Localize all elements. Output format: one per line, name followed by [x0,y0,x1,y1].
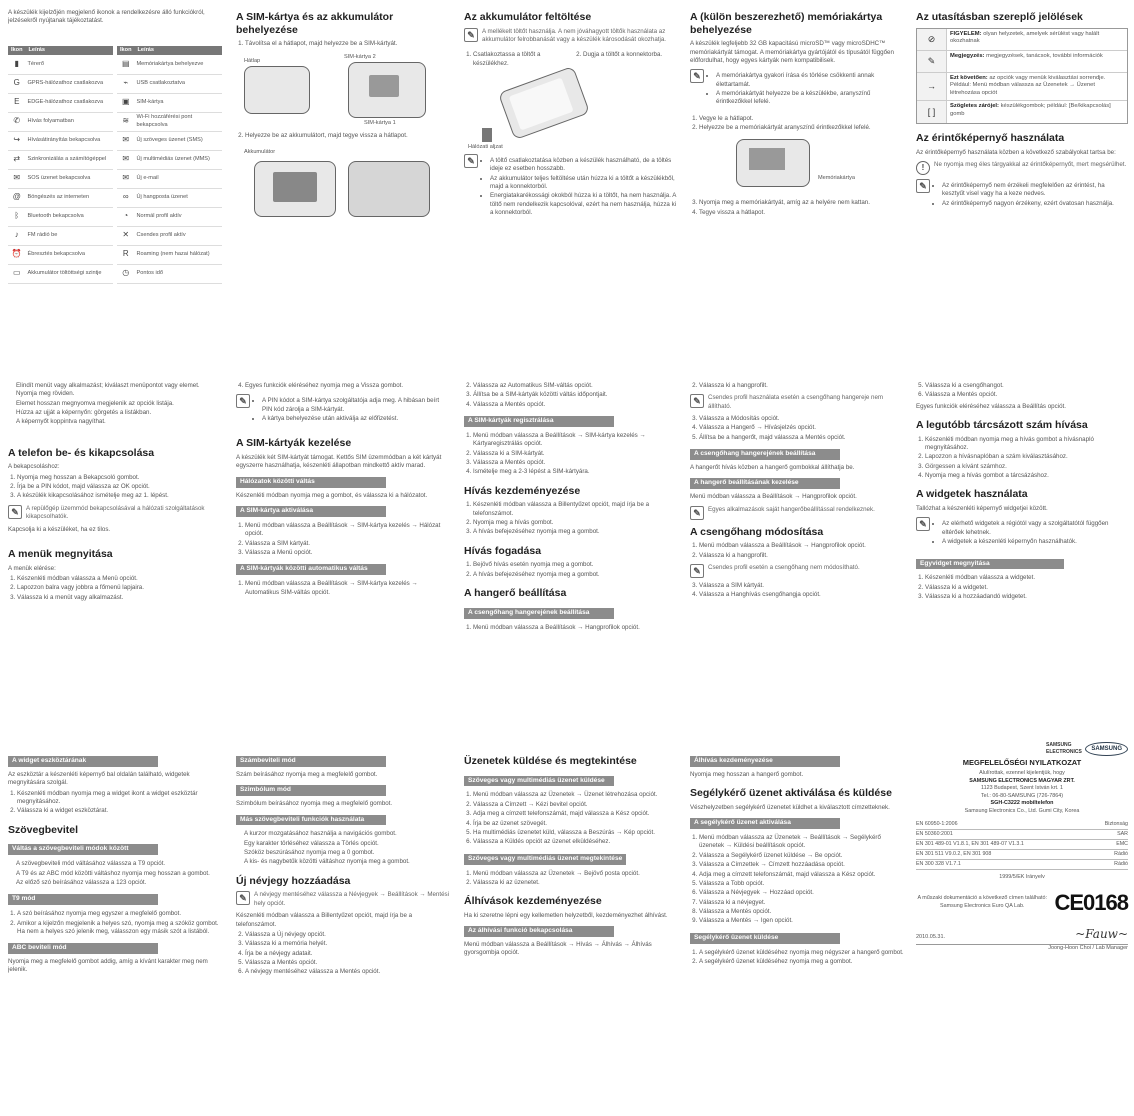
symbols-table [916,28,1128,124]
back-cover-label: Hátlap [244,57,261,64]
phone-back-illustration [244,66,310,114]
samsung-logo: SAMSUNG [1085,742,1128,756]
sim-insert-column: A SIM-kártya és az akkumulátor behelyezése 1. Távolítsa el a hátlapot, majd helyezze be a SIM-kártyát. Hátlap SIM-kártya 2 SIM-kártya 1 2. Helyezze be az akkumulátort, majd tegye vissza a hátlapot. Akkumulátor [236,8,450,237]
table-row: → Ezt követően: az opciók vagy menük kiválasztási sorrendje. Például: Menü módban válassza az Üzenetek → Üzenet létrehozása opciót [917,73,1127,101]
contacts-column: Számbeviteli mód Szám beírásához nyomja meg a megfelelő gombot. Szimbólum mód Szimbólum beírásához nyomja meg a megfelelő gombot. Más szövegbeviteli funkciók használata • A kurzor mozgatásához használja a navigációs gombot. • Egy karakter törléséhez válassza a Törlés opciót. • Szóköz beszúrásához nyomja meg a 0 gombot. • A kis- és nagybetűk közötti váltáshoz nyomja meg a gombot. Új névjegy hozzáadása ✎ A névjegy mentéséhez válassza a Névjegyek → Beállítások → Mentési hely opciót. Készenléti módban válassza a Billentyűzet opciót, majd írja be a telefonszámot. 2. Válassza a Új névjegy opciót. 3. Válassza ki a memória helyét. 4. Írja be a névjegy adatait. 5. Válassza a Mentés opciót. 6. A névjegy mentéséhez válassza a Mentés opciót. [236,752,450,980]
section-title: A menük megnyitása [8,547,113,560]
note-icon: ✎ [8,505,22,519]
subsection-bar: A SIM-kártya aktiválása [236,506,386,517]
table-row: ✉ Új szöveges üzenet (SMS) [117,131,222,150]
table-row: ✉ Új multimédiás üzenet (MMS) [117,150,222,169]
time-icon: ◷ [117,264,135,283]
phone-open-illustration [348,62,426,118]
messages-column: Üzenetek küldése és megtekintése Szöveges vagy multimédiás üzenet küldése 1. Menü módban válassza az Üzenetek → Üzenet létrehozása opciót. 2. Válassza a Címzett → Kézi bevitel opciót. 3. Adja meg a címzett telefonszámát, majd válassza a Kész opciót. 4. Írja be az üzenet szövegét. 5. Ha multimédiás üzenetet küld, válassza a Beszúrás → Kép opciót. 6. Válassza a Küldés opciót az üzenet elküldéséhez. Szöveges vagy multimédiás üzenet megtekintése 1. Menü módban válassza az Üzenetek → Bejövő posta opciót. 2. Válassza ki az üzenetet. Álhívások kezdeményezése Ha ki szeretne lépni egy kellemetlen helyzetből, kezdeményezhet álhívást. Az álhívási funkció bekapcsolása Menü módban válassza a Beállítások → Hívás → Álhívás → Álhívás gyorsgombja opciót. [464,752,678,960]
table-row: ▭ Akkumulátor töltöttségi szintje [8,264,113,283]
ce-mark: CE0168 [1054,889,1128,915]
note-icon: ✎ [464,154,478,168]
subsection-bar: Számbeviteli mód [236,756,386,767]
table-row: ↪ Hívásátirányítás bekapcsolva [8,131,113,150]
note-icon: ✎ [916,517,930,531]
sim2-label: SIM-kártya 2 [344,53,376,60]
note-icon: ✎ [464,28,478,42]
table-row: ▮ Térerő [8,55,113,74]
table-row: ⇄ Szinkronizálás a számítógéppel [8,150,113,169]
memory-column: A (külön beszerezhető) memóriakártya behelyezése A készülék legfeljebb 32 GB kapacitású microSD™ vagy microSDHC™ memóriakártyát támogat. A memóriakártya gyártójától és típusától függően előfordulhat, hogy egyes kártyák nem kompatibilisek. ✎ • A memóriakártya gyakori írása és törlése csökkenti annak élettartamát. • A memóriakártyát helyezze be a készülékbe, aranyszínű érintkezőkkel lefelé. 1. Vegye le a hátlapot. 2. Helyezze be a memóriakártyát aranyszínű érintkezőkkel lefelé. Memóriakártya 3. Nyomja meg a memóriakártyát, amíg az a helyére nem kattan. 4. Tegye vissza a hátlapot. [690,8,904,220]
gprs-icon: G [8,74,26,93]
subsection-bar: Hálózatok közötti váltás [236,477,386,488]
bracket-icon: [ ] [917,101,947,123]
table-row: ✉ SOS üzenet bekapcsolva [8,169,113,188]
note-icon: ✎ [916,179,930,193]
table-row: ✎ Megjegyzés: megjegyzések, tanácsok, további információk [917,51,1127,73]
section-title: Hívás fogadása [464,544,542,557]
list-item: EN 301 511 V9.0.2, EN 301 908 Rádió [916,850,1128,860]
sim1-label: SIM-kártya 1 [364,119,396,126]
section-title: A (külön beszerezhető) memóriakártya behelyezése [690,11,883,36]
memory-icon: ▤ [117,55,135,74]
table-row: ✆ Hívás folyamatban [8,112,113,131]
memcard-label: Memóriakártya [818,175,855,182]
standards-list [916,820,1128,871]
widgets-column: 5. Válassza ki a csengőhangot. 6. Válassza a Mentés opciót. Egyes funkciók eléréséhez válassza a Beállítás opciót. A legutóbb tárcsázott szám hívása 1. Készenléti módban nyomja meg a hívás gombot a hívásnapló megnyitásához. 2. Lapozzon a hívásnaplóban a szám kiválasztásához. 3. Görgessen a kívánt számhoz. 4. Nyomja meg a hívás gombot a tárcsázáshoz. A widgetek használata Tallózhat a készenléti képernyő widgetjei között. ✎ • Az elérhető widgetek a régiótól vagy a szolgáltatótól függően eltérőek lehetnek. • A widgetek a készenléti képernyőn használhatók. Egyvidget megnyitása 1. Készenléti módban válassza a widgetet. 2. Válassza ki a widgetet. 3. Válassza ki a hozzáadandó widgetet. [916,380,1128,604]
table-row: [ ] Szögletes zárójel: készülékgombok; például: [Be/kikapcsolás] gomb [917,101,1127,123]
subsection-bar: Szöveges vagy multimédiás üzenet küldése [464,776,614,787]
table-header: Ikon [8,46,26,56]
intro-text: A készülék kijelzőjén megjelenő ikonok a rendelkezésre álló funkciókról, jelzésekről nyújtanak tájékoztatást. [8,9,205,25]
table-row: ✕ Csendes profil aktív [117,226,222,245]
mms-icon: ✉ [117,150,135,169]
warning-icon: ⊘ [917,29,947,50]
subsection-bar: A csengőhang hangerejének beállítása [690,449,840,460]
table-row: ✉ Új e-mail [117,169,222,188]
subsection-bar: ABC beviteli mód [8,943,158,954]
table-row: ⏰ Ébresztés bekapcsolva [8,245,113,264]
section-title: Üzenetek küldése és megtekintése [464,755,637,767]
charge-column: Az akkumulátor feltöltése ✎ A mellékelt töltőt használja. A nem jóváhagyott töltők használata az akkumulátor felrobbanását vagy a készülék károsodását okozhatja. 1. Csatlakoztassa a töltőt a készülékhez. 2. Dugja a töltőt a konnektorba. Hálózati aljzat ✎ • A töltő csatlakoztatása közben a készülék használható, de a töltés ideje ez esetben hosszabb. • Az akkumulátor teljes feltöltése után húzza ki a töltőt a készülékből, majd a konnektorból. • Energiatakarékossági okokból húzza ki a töltőt, ha nem használja. A töltő nem rendelkezik kapcsolóval, ezért ha nem használja, húzza ki a konnektorból. [464,8,678,226]
sos-icon: ✉ [8,169,26,188]
subsection-bar: A csengőhang hangerejének beállítása [464,608,614,619]
declaration-of-conformity: SAMSUNG ELECTRONICS SAMSUNG MEGFELELŐSÉGI NYILATKOZAT Alulírottak, ezennel kijelentjük, hogy SAMSUNG ELECTRONICS MAGYAR ZRT. 1123 Budapest, Szent István krt. 1 Tel.: 06-80-SAMSUNG (726-7864) SGH-C3222 mobiltelefon Samsung Electronics Co., Ltd. Gumi City, Korea EN 60950-1:2006 Biztonság EN 50360:2001 SAR EN 301 489-01 V1.8.1, EN 301 489-07 V1.3.1 EMC EN 301 511 V9.0.2, EN 301 908 Rádió EN 300 328 V1.7.1 Rádió 1999/5/EK Irányelv A műszaki dokumentáció a következő címen található: Samsung Electronics Euro QA Lab. CE0168 2010.05.31. ~Fauw~ Joong-Hoon Choi / Lab Manager [916,742,1128,951]
subsection-bar: A SIM-kártyák regisztrálása [464,416,614,427]
charger-illustration [464,72,678,150]
section-title: A SIM-kártyák kezelése [236,437,352,450]
note-icon: ✎ [236,394,250,408]
sim-manage-column: 4. Egyes funkciók eléréséhez nyomja meg a Vissza gombot. ✎ • A PIN kódot a SIM-kártya szolgáltatója adja meg. A hibásan beírt PIN kód zárolja a SIM-kártyát. • A kártya behelyezése után aktiválja az előfizetést. A SIM-kártyák kezelése A készülék két SIM-kártyát támogat. Kettős SIM üzemmódban a két kártyát egyszerre használhatja, készenléti állapotban mindkettő aktív marad. Hálózatok közötti váltás Készenléti módban nyomja meg a gombot, és válassza ki a hálózatot. A SIM-kártya aktiválása 1. Menü módban válassza a Beállítások → SIM-kártya kezelés → Hálózat opciót. 2. Válassza a SIM kártyát. 3. Válassza a Menü opciót. A SIM-kártyák közötti automatikus váltás 1. Menü módban válassza a Beállítások → SIM-kártya kezelés → Automatikus SIM-váltás opciót. [236,380,450,600]
icon-table-left [8,46,113,284]
note-icon: ✎ [690,69,704,83]
list-item: EN 60950-1:2006 Biztonság [916,820,1128,830]
table-header: Ikon [117,46,135,56]
section-title: A telefon be- és kikapcsolása [8,446,155,459]
table-row: ▤ Memóriakártya behelyezve [117,55,222,74]
battery-label: Akkumulátor [244,148,276,155]
warning-icon: ! [916,161,930,175]
edge-icon: E [8,93,26,112]
section-title: Szövegbevitel [8,823,79,836]
sim-illustration [236,52,450,130]
arrow-icon: → [917,73,947,100]
section-title: Az utasításban szereplő jelölések [916,11,1083,23]
section-title: Hívás kezdeményezése [464,484,581,497]
subsection-bar: Váltás a szövegbeviteli módok között [8,844,158,855]
sim-icon: ▣ [117,93,135,112]
symbols-column: Az utasításban szereplő jelölések ⊘ FIGYELEM: olyan helyzetek, amelyek sérülést vagy halált okozhatnak ✎ Megjegyzés: megjegyzések, tanácsok, további információk → Ezt követően: az opciók vagy menük kiválasztási sorrendje. Például: Menü módban válassza az Üzenetek → Üzenet létrehozása opciót [ ] Szögletes zárójel: készülékgombok; például: [Be/kikapcsolás] gomb Az érintőképernyő használata Az érintőképernyő használata közben a következő szabályokat tartsa be: ! Ne nyomja meg éles tárgyakkal az érintőképernyőt, mert megsérülhet. ✎ • Az érintőképernyő nem érzékeli megfelelően az érintést, ha kesztyűt visel vagy ha a keze nedves. • Az érintőképernyő nagyon érzékeny, ezért óvatosan használja. [916,8,1128,216]
normal-profile-icon: ◔ [117,207,135,226]
note-icon: ✎ [690,506,704,520]
section-title: A widgetek használata [916,488,1028,501]
note-icon: ✎ [236,891,250,905]
table-header: Leírás [26,46,114,56]
section-title: Az akkumulátor feltöltése [464,11,592,23]
section-title: A hangerő beállítása [464,587,567,600]
declaration-title: MEGFELELŐSÉGI NYILATKOZAT [962,758,1082,768]
table-row: E EDGE-hálózathoz csatlakozva [8,93,113,112]
table-row: G GPRS-hálózathoz csatlakozva [8,74,113,93]
silent-icon: ✕ [117,226,135,245]
table-row: ♪ FM rádió be [8,226,113,245]
table-row: R Roaming (nem hazai hálózat) [117,245,222,264]
declaration-date: 2010.05.31. [916,934,946,941]
memcard-illustration [690,135,904,197]
subsection-bar: Álhívás kezdeményezése [690,756,840,767]
subsection-bar: A segélykérő üzenet aktiválása [690,818,840,829]
subsection-bar: Egyvidget megnyitása [916,559,1064,570]
call-icon: ✆ [8,112,26,131]
table-row: ∞ Új hangposta üzenet [117,188,222,207]
subsection-bar: Szimbólum mód [236,785,386,796]
usb-icon: ⌁ [117,74,135,93]
subsection-bar: Az álhívási funkció bekapcsolása [464,926,614,937]
signatory: Joong-Hoon Choi / Lab Manager [916,944,1128,952]
list-item: EN 300 328 V1.7.1 Rádió [916,860,1128,870]
note-icon: ✎ [917,51,947,72]
battery-illustration [236,143,450,235]
subsection-bar: A hangerő beállításának kezelése [690,478,840,489]
roaming-icon: R [117,245,135,264]
calls-column: 2. Válassza az Automatikus SIM-váltás opciót. 3. Állítsa be a SIM-kártyák közötti váltás időpontjait. 4. Válassza a Mentés opciót. A SIM-kártyák regisztrálása 1. Menü módban válassza a Beállítások → SIM-kártya kezelés → Kártyaregisztrálás opciót. 2. Válassza ki a SIM-kártyát. 3. Válassza a Mentés opciót. 4. Ismételje meg a 2-3 lépést a SIM-kártyára. Hívás kezdeményezése 1. Készenléti módban válassza a Billentyűzet opciót, majd írja be a telefonszámot. 2. Nyomja meg a hívás gombot. 3. A hívás befejezéséhez nyomja meg a gombot. Hívás fogadása 1. Bejövő hívás esetén nyomja meg a gombot. 2. A hívás befejezéséhez nyomja meg a gombot. A hangerő beállítása A csengőhang hangerejének beállítása 1. Menü módban válassza a Beállítások → Hangprofilok opciót. [464,380,678,635]
table-row: ⌁ USB csatlakoztatva [117,74,222,93]
section-title: Az érintőképernyő használata [916,132,1065,145]
section-title: A csengőhang módosítása [690,525,824,538]
table-row: ᛒ Bluetooth bekapcsolva [8,207,113,226]
table-row: @ Böngészés az interneten [8,188,113,207]
divert-icon: ↪ [8,131,26,150]
wifi-icon: ≋ [117,112,135,131]
power-column: • Elindít menüt vagy alkalmazást; kiválaszt menüpontot vagy elemet. Nyomja meg röviden. • Elemet hosszan megnyomva megjelenik az opciók listája. • Húzza az ujját a képernyőn: görgetés a listákban. • A képernyőt koppintva nagyíthat. A telefon be- és kikapcsolása A bekapcsoláshoz: 1. Nyomja meg hosszan a Bekapcsoló gombot. 2. Írja be a PIN kódot, majd válassza az OK opciót. 3. A készülék kikapcsolásához ismételje meg az 1. lépést. ✎ A repülőgép üzemmód bekapcsolásával a hálózati szolgáltatások kikapcsolhatók. Kapcsolja ki a készüléket, ha ez tilos. A menük megnyitása A menük elérése: 1. Készenléti módban válassza a Menü opciót. 2. Lapozzon balra vagy jobbra a főmenü lapjaira. 3. Válassza ki a menüt vagy alkalmazást. [8,380,222,605]
table-row: ⊘ FIGYELEM: olyan helyzetek, amelyek sérülést vagy halált okozhatnak [917,29,1127,51]
bluetooth-icon: ᛒ [8,207,26,226]
sms-icon: ✉ [117,131,135,150]
subsection-bar: A SIM-kártyák közötti automatikus váltás [236,564,386,575]
brand-small: SAMSUNG ELECTRONICS [1046,742,1082,756]
subsection-bar: A widget eszköztárának [8,756,158,767]
section-title: A legutóbb tárcsázott szám hívása [916,419,1088,432]
section-title: Új névjegy hozzáadása [236,874,351,887]
section-title: A SIM-kártya és az akkumulátor behelyezése [236,11,394,36]
section-title: Segélykérő üzenet aktiválása és küldése [690,787,892,800]
charger-plug [482,128,492,142]
sync-icon: ⇄ [8,150,26,169]
ringtone-column: 2. Válassza ki a hangprofilt. ✎ Csendes profil használata esetén a csengőhang hangereje nem állítható. 3. Válassza a Módosítás opciót. 4. Válassza a Hangerő → Hívásjelzés opciót. 5. Állítsa be a hangerőt, majd válassza a Mentés opciót. A csengőhang hangerejének beállítása A hangerőt hívás közben a hangerő gombokkal állíthatja be. A hangerő beállításának kezelése Menü módban válassza a Beállítások → Hangprofilok opciót. ✎ Egyes alkalmazások saját hangerőbeállítással rendelkeznek. A csengőhang módosítása 1. Menü módban válassza a Beállítások → Hangprofilok opciót. 2. Válassza ki a hangprofilt. ✎ Csendes profil esetén a csengőhang nem módosítható. 3. Válassza a SIM kártyát. 4. Válassza a Hanghívás csengőhangja opciót. [690,380,904,603]
signature: ~Fauw~ [1075,926,1128,941]
table-row: ◔ Normál profil aktív [117,207,222,226]
section-title: Álhívások kezdeményezése [464,895,602,908]
text-input-column: A widget eszköztárának Az eszköztár a készenléti képernyő bal oldalán található, widgetek megnyitására szolgál. 1. Készenléti módban nyomja meg a widget ikont a widget eszköztár megnyitásához. 2. Válassza ki a widget eszköztárat. Szövegbevitel Váltás a szövegbeviteli módok között • A szövegbeviteli mód váltásához válassza a T9 opciót. • A T9 és az ABC mód közötti váltáshoz nyomja meg hosszan a gombot. • Az előző szó beírásához válassza a 123 opciót. T9 mód 1. A szó beírásához nyomja meg egyszer a megfelelő gombot. 2. Amikor a kijelzőn megjelenik a helyes szó, nyomja meg a szóköz gombot. Ha nem a helyes szó jelenik meg, válasszon egy másik szót a listából. ABC beviteli mód Nyomja meg a megfelelő gombot addig, amíg a kívánt karakter meg nem jelenik. [8,752,222,977]
table-row: ▣ SIM-kártya [117,93,222,112]
list-item: EN 50360:2001 SAR [916,830,1128,840]
voicemail-icon: ∞ [117,188,135,207]
fm-icon: ♪ [8,226,26,245]
socket-label: Hálózati aljzat [468,144,503,151]
table-row: ≋ Wi-Fi hozzáférési pont bekapcsolva [117,112,222,131]
list-item: EN 301 489-01 V1.8.1, EN 301 489-07 V1.3.1 EMC [916,840,1128,850]
subsection-bar: Szöveges vagy multimédiás üzenet megtekintése [464,854,626,865]
battery-icon: ▭ [8,264,26,283]
alarm-icon: ⏰ [8,245,26,264]
sos-column: Álhívás kezdeményezése Nyomja meg hosszan a hangerő gombot. Segélykérő üzenet aktiválása és küldése Vészhelyzetben segélykérő üzenetet küldhet a kiválasztott címzetteknek. A segélykérő üzenet aktiválása 1. Menü módban válassza az Üzenetek → Beállítások → Segélykérő üzenetek → Küldési beállítások opciót. 2. Válassza a Segélykérő üzenet küldése → Be opciót. 3. Válassza a Címzettek → Címzett hozzáadása opciót. 4. Adja meg a címzett telefonszámát, majd válassza a Kész opciót. 5. Válassza a Tobb opciót. 6. Válassza a Névjegyek → Hozzáad opciót. 7. Válassza ki a névjegyet. 8. Válassza a Mentés opciót. 9. Válassza a Mentés → Igen opciót. Segélykérő üzenet küldése 1. A segélykérő üzenet küldéséhez nyomja meg négyszer a hangerő gombot. 2. A segélykérő üzenet küldéséhez nyomja meg a gombot. [690,752,904,969]
note-icon: ✎ [690,394,704,408]
note-icon: ✎ [690,564,704,578]
icons-column [8,8,222,284]
subsection-bar: T9 mód [8,894,158,905]
table-header: Leírás [135,46,223,56]
icon-table-right [117,46,222,284]
antenna-icon: ▮ [8,55,26,74]
subsection-bar: Segélykérő üzenet küldése [690,933,840,944]
email-icon: ✉ [117,169,135,188]
table-row: ◷ Pontos idő [117,264,222,283]
web-icon: @ [8,188,26,207]
subsection-bar: Más szövegbeviteli funkciók használata [236,815,386,826]
